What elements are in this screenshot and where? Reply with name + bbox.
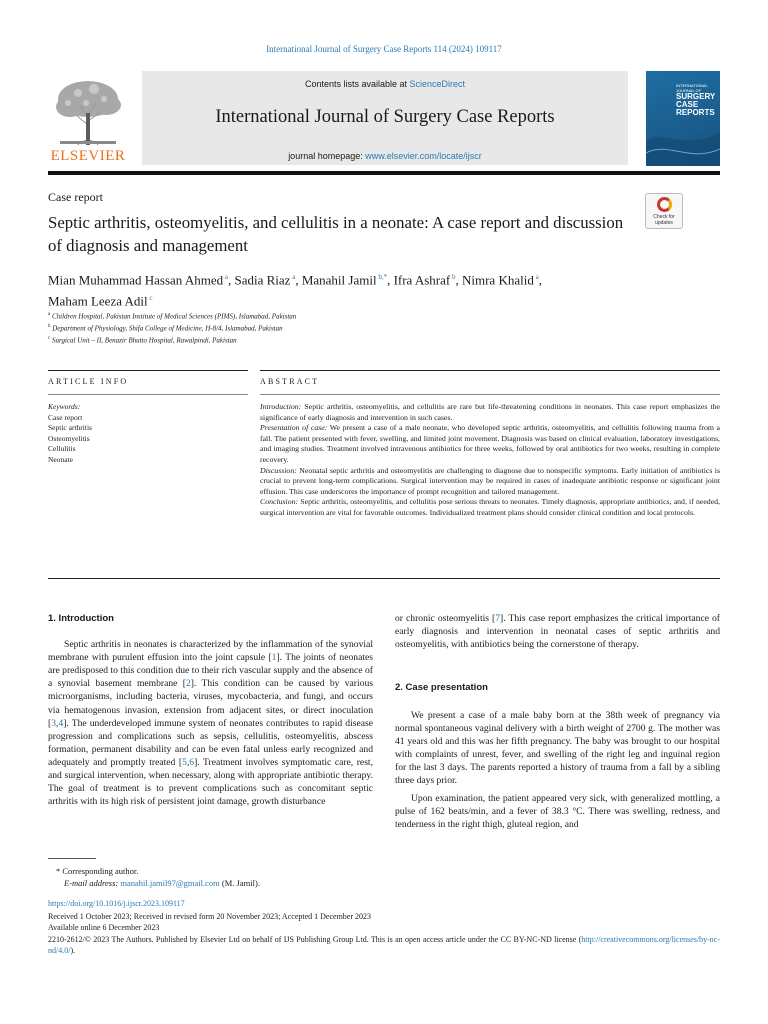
author-affiliation-marker[interactable]: b: [450, 273, 456, 281]
license-link[interactable]: http://creativecommons.org/licenses/by-nc-nd/4.0/: [48, 935, 720, 955]
keyword: Cellulitis: [48, 444, 76, 453]
keyword: Septic arthritis: [48, 423, 92, 432]
author-name[interactable]: Manahil Jamil: [301, 272, 377, 288]
author-affiliation-marker[interactable]: b,*: [376, 273, 388, 281]
publisher-name: ELSEVIER: [50, 148, 126, 164]
footnote-rule: [48, 858, 96, 859]
article-info-heading: ARTICLE INFO: [48, 377, 129, 386]
citation-link[interactable]: 2: [185, 678, 191, 690]
author-affiliation-marker[interactable]: a: [223, 273, 228, 281]
citation-link[interactable]: 1: [271, 652, 277, 664]
cover-wave-icon: [646, 71, 720, 166]
section-heading-case: 2. Case presentation: [395, 682, 488, 693]
elsevier-tree-icon: [48, 75, 128, 147]
homepage-line: journal homepage: www.elsevier.com/locate/ijscr: [288, 151, 482, 161]
citation-link[interactable]: 7: [495, 613, 501, 624]
affiliation-a: $^a$ Children Hospital, Pakistan Institute of Medical Sciences (PIMS), Islamabad, Pakistan: [48, 312, 297, 321]
check-for-updates-button[interactable]: [645, 193, 683, 229]
author-name[interactable]: Maham Leeza Adil: [48, 293, 148, 309]
check-updates-label: Check for updates: [653, 214, 675, 226]
contents-line: Contents lists available at ScienceDirect: [304, 79, 466, 89]
author-affiliation-marker[interactable]: a: [290, 273, 296, 281]
right-column: [395, 612, 720, 651]
article-type: Case report: [48, 190, 103, 204]
author-name[interactable]: Mian Muhammad Hassan Ahmed: [48, 272, 224, 288]
affiliation-c: $^c$ Surgical Unit – II, Benazir Bhutto Hospital, Rawalpindi, Pakistan: [48, 336, 237, 345]
author-name[interactable]: Ifra Ashraf: [393, 272, 451, 288]
journal-cover-image[interactable]: [646, 71, 720, 166]
affiliation-b: $^b$ Department of Physiology, Shifa College of Medicine, H-8/4, Islamabad, Pakistan: [48, 324, 283, 333]
abstract-presentation: Presentation of case: We present a case of a male neonate, who developed septic arthritis, osteomyelitis, and cellulitis following trauma from a fall. The patient presented with fever, swelling, and limited joint movement. Diagnosis was based on clinical evaluation, laboratory investigations, and imaging studies. Treatment involved intravenous antibiotics for three weeks, followed by oral antibiotics for two weeks, resulting in complete recovery.: [260, 423, 720, 464]
author-affiliation-marker[interactable]: c: [147, 294, 153, 303]
received-dates: Received 1 October 2023; Received in revised form 20 November 2023; Accepted 1 December 2023: [48, 912, 372, 921]
left-column: [48, 612, 373, 808]
case-paragraph: We present a case of a male baby born at the 38th week of pregnancy via normal spontaneous vaginal delivery with a birth weight of 2700 g. The mother was 41 years old and this was her fifth pregnancy. The baby was brought to our hospital with complaints of unrest, fever, and swelling of the right leg and inguinal region for the last 3 days. The parents reported a history of trauma from a fall by a sibling three days prior. Upon examination, the patient appeared very sick, with generalized mottling, a pulse of 162 beats/min, and a fever of 38.3 °C. There was swelling, redness, and tenderness in the right thigh, gluteal region, and: [395, 710, 720, 830]
license-note: 2210-2612/© 2023 The Authors. Published by Elsevier Ltd on behalf of IJS Publishing Group Ltd. This is an open access article under the CC BY-NC-ND license (http://creativecommons.org/licenses/by-nc-nd/4.0/).: [48, 935, 720, 955]
abstract-conclusion: Conclusion: Septic arthritis, osteomyelitis, and cellulitis pose serious threats to neonates. Timely diagnosis, appropriate antibiotics, and, if needed, surgical intervention are vital for favorable outcomes. Individualized treatment plans should consider clinical condition and local protocols.: [260, 497, 720, 517]
info-top-rule: [48, 370, 248, 371]
author-affiliation-marker[interactable]: a: [533, 273, 539, 281]
intro-paragraph-continued: or chronic osteomyelitis [7]. This case report emphasizes the critical importance of early diagnosis and intervention in neonatal cases of septic arthritis and osteomyelitis, with antibiotics being the cornerstone of therapy.: [395, 613, 720, 651]
corresponding-note: * Corresponding author.: [56, 866, 139, 876]
intro-paragraph: Septic arthritis in neonates is characterized by the inflammation of the synovial membrane with purulent effusion into the joint capsule [1]. The joints of neonates are predisposed to this condition due to their rich vascular supply and the absence of a synovial basement membrane [2]. This condition can be caused by various microorganisms, including bacteria, viruses, mycobacteria, and fungi, and occurs via hematogenous invasion, extension from adjacent sites, or direct inoculation [3,4]. The underdeveloped immune system of neonates contributes to rapid disease progression and complications such as sepsis, cellulitis, osteomyelitis, abscess formation, permanent disability and can be even fatal unless early recognized and adequately and promptly treated [5,6]. Treatment involves symptomatic care, rest, and surgical intervention, when necessary, along with appropriate antibiotic therapy. The goal of treatment is to prevent complications such as concomitant septic arthritis with its high risk of persistent joint damage, growth disturbance: [48, 639, 374, 808]
abstract-heading: ABSTRACT: [260, 377, 320, 386]
author-name[interactable]: Nimra Khalid: [461, 272, 534, 288]
keyword: Neonate: [48, 454, 73, 464]
abstract-body: [260, 402, 720, 519]
info-sub-rule: [48, 394, 248, 395]
abstract-top-rule: [260, 370, 720, 371]
citation-link[interactable]: 6: [189, 756, 195, 768]
doi-link[interactable]: https://doi.org/10.1016/j.ijscr.2023.109117: [48, 899, 185, 908]
abstract-bottom-rule: [48, 578, 720, 579]
keyword: Osteomyelitis: [48, 433, 90, 443]
citation-link[interactable]: 5: [182, 756, 187, 768]
journal-title: International Journal of Surgery Case Reports: [215, 107, 555, 127]
section-heading-introduction: 1. Introduction: [48, 613, 114, 624]
author-list: Mian Muhammad Hassan Ahmed $^a$, Sadia Riaz $^a$, Manahil Jamil $^{b,*}$, Ifra Ashraf $^b$, Nimra Khalid $^a$, Maham Leeza Adil $^c$: [48, 272, 542, 309]
journal-banner: [142, 71, 628, 165]
keywords-label: Keywords:: [48, 402, 81, 411]
elsevier-logo[interactable]: [48, 75, 128, 167]
author-name[interactable]: Sadia Riaz: [234, 272, 291, 288]
journal-homepage-link[interactable]: www.elsevier.com/locate/ijscr: [365, 151, 482, 161]
keyword: Case report: [48, 412, 83, 422]
abstract-introduction: Introduction: Septic arthritis, osteomyelitis, and cellulitis are rare but life-threatening conditions in neonates. This case report emphasizes the significance of early diagnosis and intervention in such cases.: [260, 402, 720, 422]
citation-link[interactable]: 4: [58, 717, 64, 729]
check-updates-icon: [657, 197, 672, 212]
sciencedirect-link[interactable]: ScienceDirect: [409, 79, 466, 89]
abstract-sub-rule: [260, 394, 720, 395]
masthead: [48, 71, 720, 171]
email-link[interactable]: manahil.jamil97@gmail.com: [120, 878, 220, 888]
journal-citation[interactable]: International Journal of Surgery Case Reports 114 (2024) 109117: [266, 44, 502, 54]
available-online: Available online 6 December 2023: [48, 923, 160, 932]
citation-link[interactable]: 3: [51, 717, 56, 729]
email-note: E-mail address: manahil.jamil97@gmail.com (M. Jamil).: [64, 878, 260, 888]
cover-title: INTERNATIONAL JOURNAL OF SURGERY CASE REPORTS: [676, 83, 716, 117]
keywords-block: [48, 402, 92, 465]
header-rule: [48, 171, 720, 175]
abstract-discussion: Discussion: Neonatal septic arthritis and osteomyelitis are challenging to diagnose due to nonspecific symptoms. Early initiation of antibiotics is crucial to prevent long-term complications. Surgical intervention may be required in cases of inadequate antibiotic response or significant joint effusion. This case underscores the importance of prompt recognition and tailored management.: [260, 465, 720, 496]
article-title: Septic arthritis, osteomyelitis, and cellulitis in a neonate: A case report and discussion of diagnosis and management: [48, 213, 624, 255]
